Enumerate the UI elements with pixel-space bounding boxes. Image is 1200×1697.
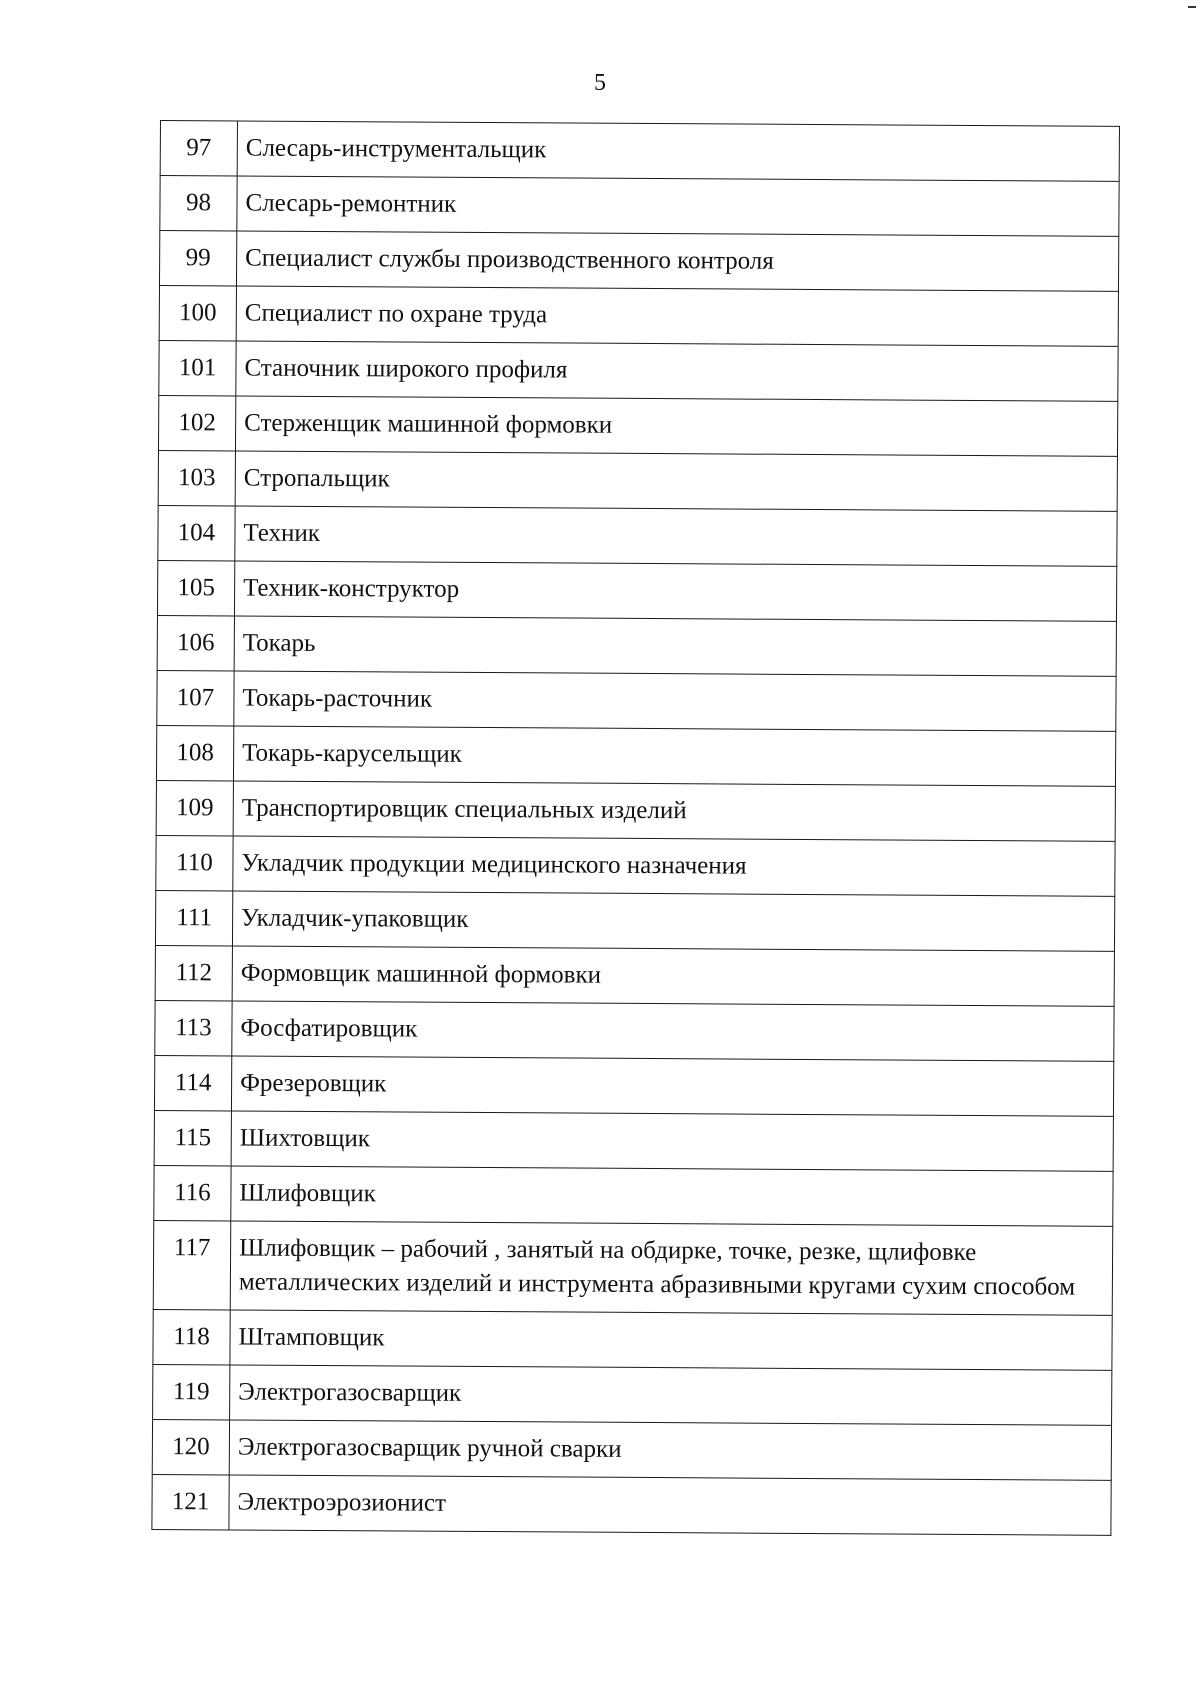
row-number: 102: [158, 395, 235, 450]
table-row: [159, 285, 1118, 346]
row-number: 97: [160, 121, 237, 176]
row-number: 108: [156, 725, 233, 780]
profession-name: Штамповщик: [230, 1310, 1112, 1370]
profession-name: Шихтовщик: [231, 1111, 1113, 1171]
profession-name: Фосфатировщик: [232, 1001, 1114, 1061]
row-number: 119: [153, 1364, 230, 1419]
row-number: 106: [157, 615, 234, 670]
row-number: 101: [159, 340, 236, 395]
row-number: 117: [153, 1220, 231, 1309]
table-row: [155, 945, 1114, 1006]
scan-edge-mark: [1188, 6, 1196, 8]
profession-name: Специалист службы производственного контроля: [236, 231, 1118, 291]
profession-name: Слесарь-инструментальщик: [237, 121, 1119, 181]
table-row: [153, 1309, 1112, 1370]
table-row: [154, 1165, 1113, 1226]
row-number: 115: [154, 1110, 231, 1165]
row-number: 118: [153, 1309, 230, 1364]
profession-name: Шлифовщик – рабочий , занятый на обдирке, точке, резке, щлифовке металлических изделий и инструмента абразивными кругами сухим способом: [230, 1221, 1113, 1315]
table-row: [159, 340, 1118, 401]
table-row: [156, 835, 1115, 896]
row-number: 103: [158, 450, 235, 505]
row-number: 120: [152, 1419, 229, 1474]
profession-name: Фрезеровщик: [231, 1056, 1113, 1116]
table-row: [153, 1220, 1113, 1315]
profession-name: Слесарь-ремонтник: [237, 176, 1119, 236]
profession-name: Токарь-карусельщик: [233, 726, 1115, 786]
profession-name: Транспортировщик специальных изделий: [233, 781, 1115, 841]
table-row: [154, 1055, 1113, 1116]
profession-name: Формовщик машинной формовки: [232, 946, 1114, 1006]
professions-table-body: [152, 121, 1120, 1536]
profession-name: Специалист по охране труда: [236, 286, 1118, 346]
profession-name: Стропальщик: [235, 451, 1117, 511]
profession-name: Электрогазосварщик ручной сварки: [229, 1420, 1111, 1480]
row-number: 111: [155, 890, 232, 945]
profession-name: Станочник широкого профиля: [236, 341, 1118, 401]
row-number: 104: [158, 505, 235, 560]
profession-name: Электроэрозионист: [229, 1475, 1111, 1535]
row-number: 112: [155, 945, 232, 1000]
profession-name: Укладчик-упаковщик: [232, 891, 1114, 951]
table-row: [158, 395, 1117, 456]
row-number: 110: [156, 835, 233, 890]
profession-name: Техник: [235, 506, 1117, 566]
table-row: [155, 1000, 1114, 1061]
profession-name: Шлифовщик: [231, 1166, 1113, 1226]
row-number: 116: [154, 1165, 231, 1220]
profession-name: Укладчик продукции медицинского назначения: [233, 836, 1115, 896]
table-row: [156, 725, 1115, 786]
row-number: 100: [159, 285, 236, 340]
row-number: 107: [157, 670, 234, 725]
table-row: [157, 670, 1116, 731]
row-number: 99: [159, 231, 236, 286]
professions-table: [151, 120, 1120, 1536]
table-row: [158, 505, 1117, 566]
row-number: 121: [152, 1474, 229, 1529]
profession-name: Электрогазосварщик: [230, 1365, 1112, 1425]
table-row: [160, 121, 1119, 182]
table-row: [157, 615, 1116, 676]
table-row: [154, 1110, 1113, 1171]
table-row: [155, 890, 1114, 951]
table-row: [153, 1364, 1112, 1425]
profession-name: Стерженщик машинной формовки: [235, 396, 1117, 456]
row-number: 114: [154, 1055, 231, 1110]
table-row: [152, 1474, 1111, 1535]
row-number: 109: [156, 780, 233, 835]
row-number: 98: [160, 176, 237, 231]
profession-name: Токарь-расточник: [234, 671, 1116, 731]
table-row: [152, 1419, 1111, 1480]
table-row: [156, 780, 1115, 841]
row-number: 113: [155, 1000, 232, 1055]
table-row: [159, 231, 1118, 292]
table-row: [160, 176, 1119, 237]
row-number: 105: [157, 560, 234, 615]
profession-name: Токарь: [234, 616, 1116, 676]
page-number: 5: [594, 70, 606, 96]
profession-name: Техник-конструктор: [234, 561, 1116, 621]
table-row: [158, 450, 1117, 511]
table-row: [157, 560, 1116, 621]
